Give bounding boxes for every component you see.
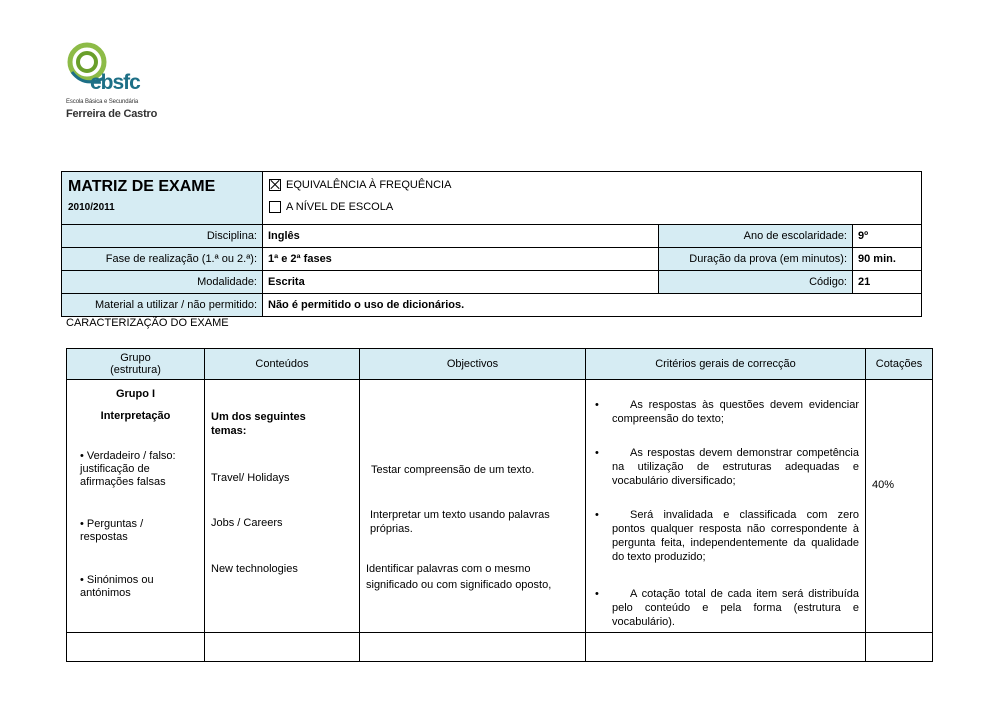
label-codigo: Código: [659,271,853,294]
objectivo-item: Identificar palavras com o mesmo significado ou com significado oposto, [366,563,552,591]
label-disciplina: Disciplina: [62,225,263,248]
exam-year: 2010/2011 [68,202,115,213]
checked-box-icon[interactable] [269,179,281,191]
grupo-item: • Verdadeiro / falso: justificação de afirmações falsas [80,450,176,488]
option-label: A NÍVEL DE ESCOLA [286,201,394,213]
value-fase: 1ª e 2ª fases [263,248,659,271]
empty-cell [360,633,586,662]
value-material: Não é permitido o uso de dicionários. [263,294,922,317]
value-ano: 9º [853,225,922,248]
empty-cell [205,633,360,662]
value-duracao: 90 min. [853,248,922,271]
header-criterios: Critérios gerais de correcção [586,349,866,380]
criterio-item [595,446,859,488]
logo-line2: Ferreira de Castro [66,108,158,120]
criterio-item [595,508,859,564]
grupo-cell [67,380,205,633]
option-equivalencia[interactable] [269,174,915,196]
unchecked-box-icon[interactable] [269,201,281,213]
grupo-item: • Sinónimos ou antónimos [80,574,154,599]
criterio-text: A cotação total de cada item será distribuída pelo conteúdo e pela forma (estrutura e vocabulário). [612,588,859,628]
grupo-title: Grupo I [115,388,156,400]
value-codigo: 21 [853,271,922,294]
empty-cell [67,633,205,662]
grupo-subtitle: Interpretação [100,410,171,422]
header-conteudos: Conteúdos [205,349,360,380]
bullet-icon: • [595,509,599,521]
header-cotacoes: Cotações [866,349,933,380]
empty-cell [866,633,933,662]
criterio-text: As respostas devem demonstrar competência na utilização de estruturas adequadas e vocabulário diversificado; [612,447,859,487]
criterio-item [595,398,859,426]
label-ano: Ano de escolaridade: [659,225,853,248]
objectivos-cell [360,380,586,633]
header-grupo-line2: (estrutura) [110,364,161,376]
conteudos-cell [205,380,360,633]
label-duracao: Duração da prova (em minutos): [659,248,853,271]
grupo-item: • Perguntas / respostas [80,518,144,543]
section-title: CARACTERIZAÇÃO DO EXAME [66,317,229,329]
objectivo-item: Testar compreensão de um texto. [371,464,535,476]
option-nivel-escola[interactable] [269,196,915,218]
option-label: EQUIVALÊNCIA À FREQUÊNCIA [286,179,452,191]
label-fase: Fase de realização (1.ª ou 2.ª): [62,248,263,271]
conteudo-item: Jobs / Careers [211,517,283,529]
header-grupo [67,349,205,380]
exam-type-options [263,172,922,225]
exam-title: MATRIZ DE EXAME [68,178,216,195]
bullet-icon: • [595,447,599,459]
conteudo-item: New technologies [211,563,298,575]
criterio-text: Será invalidada e classificada com zero pontos qualquer resposta não correspondente à pergunta feita, independentemente da qualidade do texto produzido; [612,509,859,563]
value-disciplina: Inglês [263,225,659,248]
conteudo-item: Travel/ Holidays [211,472,290,484]
criterios-cell [586,380,866,633]
criterio-item [595,587,859,629]
objectivo-item: Interpretar um texto usando palavras próprias. [370,509,550,535]
header-objectivos: Objectivos [360,349,586,380]
exam-header-table [61,171,922,317]
cotacao-cell [866,380,933,633]
bullet-icon: • [595,399,599,411]
criterio-text: As respostas às questões devem evidenciar compreensão do texto; [612,399,859,425]
title-cell [62,172,263,225]
header-grupo-line1: Grupo [120,352,151,364]
exam-characterization-table [66,348,933,662]
cotacao-value: 40% [872,479,895,491]
label-modalidade: Modalidade: [62,271,263,294]
conteudos-intro: Um dos seguintes temas: [211,411,306,437]
logo-abbr: ebsfc [90,71,140,94]
value-modalidade: Escrita [263,271,659,294]
label-material: Material a utilizar / não permitido: [62,294,263,317]
bullet-icon: • [595,588,599,600]
logo-line1: Escola Básica e Secundária [66,99,139,105]
empty-cell [586,633,866,662]
